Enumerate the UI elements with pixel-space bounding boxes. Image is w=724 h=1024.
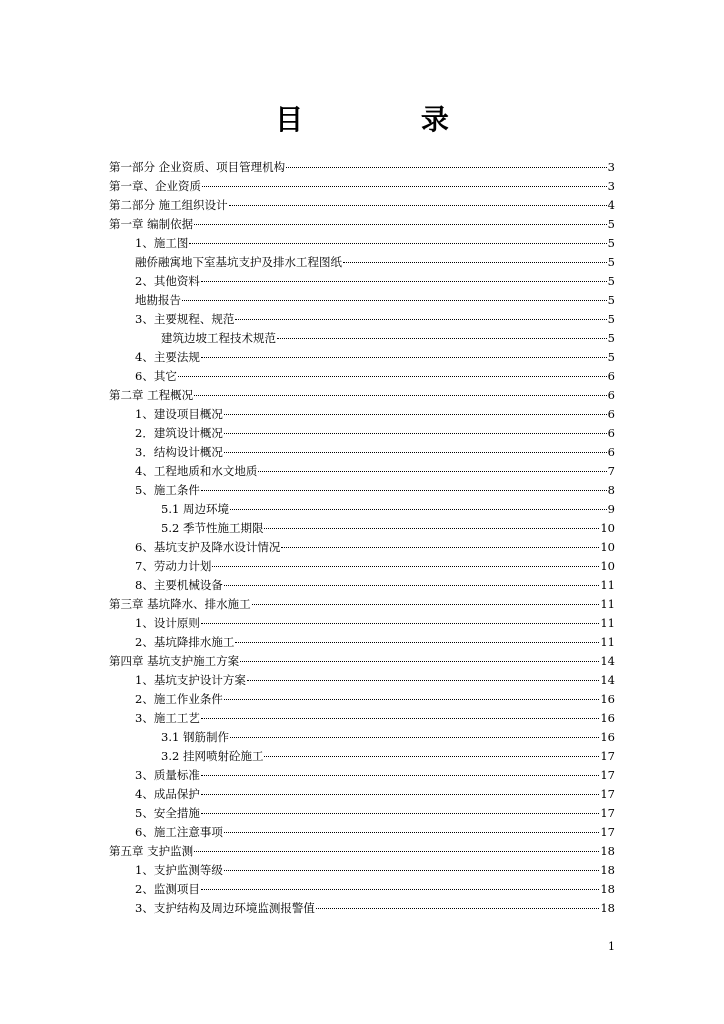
toc-entry-page: 8 <box>607 483 615 497</box>
toc-entry-page: 5 <box>607 255 615 269</box>
toc-entry-label: 第一章、企业资质 <box>109 179 201 193</box>
toc-entry[interactable] <box>109 595 615 614</box>
dot-leader <box>224 832 600 833</box>
toc-entry-label: 5.2 季节性施工期限 <box>161 521 264 535</box>
toc-entry[interactable] <box>109 766 615 785</box>
toc-entry-page: 14 <box>600 673 615 687</box>
dot-leader <box>264 756 599 757</box>
table-of-contents <box>109 158 615 918</box>
toc-entry-label: 2．建筑设计概况 <box>135 426 223 440</box>
toc-entry-page: 6 <box>607 369 615 383</box>
dot-leader <box>201 490 607 491</box>
toc-entry-label: 3、支护结构及周边环境监测报警值 <box>135 901 315 915</box>
toc-entry-page: 16 <box>600 711 615 725</box>
toc-entry-page: 9 <box>607 502 615 516</box>
toc-entry-label: 2、监测项目 <box>135 882 200 896</box>
toc-entry-label: 3、施工工艺 <box>135 711 200 725</box>
toc-entry-page: 10 <box>600 521 615 535</box>
toc-entry-label: 第三章 基坑降水、排水施工 <box>109 597 251 611</box>
toc-entry-label: 1、基坑支护设计方案 <box>135 673 246 687</box>
toc-entry[interactable] <box>109 405 615 424</box>
toc-entry-label: 3．结构设计概况 <box>135 445 223 459</box>
toc-entry[interactable] <box>109 329 615 348</box>
dot-leader <box>201 357 607 358</box>
toc-entry[interactable] <box>109 519 615 538</box>
dot-leader <box>235 319 606 320</box>
toc-entry-page: 17 <box>600 749 615 763</box>
toc-entry[interactable] <box>109 462 615 481</box>
dot-leader <box>201 813 600 814</box>
toc-entry[interactable] <box>109 481 615 500</box>
toc-entry-label: 4、成品保护 <box>135 787 200 801</box>
toc-entry-label: 6、施工注意事项 <box>135 825 223 839</box>
dot-leader <box>240 661 599 662</box>
dot-leader <box>235 642 599 643</box>
dot-leader <box>277 338 607 339</box>
toc-entry-label: 3、质量标准 <box>135 768 200 782</box>
dot-leader <box>224 585 600 586</box>
toc-entry-page: 11 <box>600 597 615 611</box>
toc-entry-label: 6、基坑支护及降水设计情况 <box>135 540 281 554</box>
toc-entry-label: 1、设计原则 <box>135 616 200 630</box>
dot-leader <box>281 547 599 548</box>
toc-entry[interactable] <box>109 538 615 557</box>
toc-entry-label: 第一章 编制依据 <box>109 217 194 231</box>
toc-entry[interactable] <box>109 861 615 880</box>
dot-leader <box>258 471 606 472</box>
dot-leader <box>224 699 600 700</box>
toc-entry-label: 2、基坑降排水施工 <box>135 635 235 649</box>
toc-entry-label: 第二章 工程概况 <box>109 388 194 402</box>
toc-entry[interactable] <box>109 386 615 405</box>
toc-entry-label: 1、建设项目概况 <box>135 407 223 421</box>
toc-entry-page: 11 <box>600 578 615 592</box>
dot-leader <box>230 509 607 510</box>
toc-entry-label: 2、施工作业条件 <box>135 692 223 706</box>
dot-leader <box>194 851 599 852</box>
toc-entry[interactable] <box>109 671 615 690</box>
page-number: 1 <box>608 940 615 953</box>
toc-entry-label: 建筑边坡工程技术规范 <box>161 331 276 345</box>
toc-entry[interactable] <box>109 652 615 671</box>
toc-entry[interactable] <box>109 196 615 215</box>
toc-entry-page: 17 <box>600 768 615 782</box>
dot-leader <box>201 718 600 719</box>
dot-leader <box>229 205 607 206</box>
dot-leader <box>252 604 600 605</box>
toc-entry-label: 地勘报告 <box>135 293 181 307</box>
toc-entry-label: 6、其它 <box>135 369 177 383</box>
toc-entry-label: 1、施工图 <box>135 236 189 250</box>
toc-entry[interactable] <box>109 633 615 652</box>
toc-entry-label: 5、施工条件 <box>135 483 200 497</box>
toc-entry[interactable] <box>109 424 615 443</box>
toc-entry-page: 4 <box>607 198 615 212</box>
toc-entry-label: 7、劳动力计划 <box>135 559 212 573</box>
dot-leader <box>201 794 600 795</box>
toc-entry-label: 3、主要规程、规范 <box>135 312 235 326</box>
toc-entry[interactable] <box>109 272 615 291</box>
toc-entry-page: 6 <box>607 426 615 440</box>
dot-leader <box>212 566 599 567</box>
dot-leader <box>247 680 600 681</box>
dot-leader <box>230 737 599 738</box>
toc-entry[interactable] <box>109 842 615 861</box>
dot-leader <box>178 376 607 377</box>
toc-entry-page: 18 <box>600 882 615 896</box>
toc-entry-page: 11 <box>600 635 615 649</box>
toc-entry-page: 10 <box>600 540 615 554</box>
toc-entry[interactable] <box>109 215 615 234</box>
toc-entry-label: 4、工程地质和水文地质 <box>135 464 258 478</box>
toc-entry[interactable] <box>109 690 615 709</box>
dot-leader <box>264 528 599 529</box>
toc-entry-label: 第五章 支护监测 <box>109 844 194 858</box>
dot-leader <box>201 281 607 282</box>
toc-entry[interactable] <box>109 804 615 823</box>
toc-entry-page: 5 <box>607 350 615 364</box>
toc-entry-page: 5 <box>607 274 615 288</box>
toc-entry[interactable] <box>109 785 615 804</box>
dot-leader <box>224 414 607 415</box>
dot-leader <box>202 186 607 187</box>
toc-entry-page: 17 <box>600 787 615 801</box>
dot-leader <box>194 224 607 225</box>
toc-entry-label: 4、主要法规 <box>135 350 200 364</box>
toc-entry[interactable] <box>109 177 615 196</box>
toc-entry-label: 第一部分 企业资质、项目管理机构 <box>109 160 286 174</box>
toc-entry[interactable] <box>109 348 615 367</box>
toc-entry-label: 5.1 周边环境 <box>161 502 229 516</box>
toc-entry-label: 融侨融寓地下室基坑支护及排水工程图纸 <box>135 255 342 269</box>
toc-entry-page: 5 <box>607 236 615 250</box>
toc-entry-page: 10 <box>600 559 615 573</box>
toc-entry[interactable] <box>109 899 615 918</box>
dot-leader <box>224 452 607 453</box>
toc-entry-page: 3 <box>607 179 615 193</box>
toc-entry-page: 5 <box>607 331 615 345</box>
toc-entry[interactable] <box>109 253 615 272</box>
toc-entry-page: 17 <box>600 825 615 839</box>
toc-entry-page: 11 <box>600 616 615 630</box>
dot-leader <box>316 908 600 909</box>
toc-entry-page: 17 <box>600 806 615 820</box>
toc-entry[interactable] <box>109 823 615 842</box>
toc-entry-page: 5 <box>607 217 615 231</box>
toc-entry-label: 第二部分 施工组织设计 <box>109 198 228 212</box>
toc-entry[interactable] <box>109 234 615 253</box>
dot-leader <box>201 623 600 624</box>
toc-entry[interactable] <box>109 158 615 177</box>
dot-leader <box>343 262 607 263</box>
toc-entry-page: 18 <box>600 844 615 858</box>
dot-leader <box>189 243 606 244</box>
toc-entry-label: 8、主要机械设备 <box>135 578 223 592</box>
toc-entry-page: 5 <box>607 312 615 326</box>
dot-leader <box>286 167 607 168</box>
toc-entry-page: 6 <box>607 388 615 402</box>
toc-entry-label: 第四章 基坑支护施工方案 <box>109 654 240 668</box>
toc-entry-page: 14 <box>600 654 615 668</box>
toc-entry-label: 5、安全措施 <box>135 806 200 820</box>
toc-entry[interactable] <box>109 310 615 329</box>
toc-entry[interactable] <box>109 728 615 747</box>
toc-entry-page: 3 <box>607 160 615 174</box>
page-title: 目 录 <box>275 103 503 136</box>
toc-entry[interactable] <box>109 291 615 310</box>
toc-entry[interactable] <box>109 880 615 899</box>
dot-leader <box>201 889 600 890</box>
toc-entry-page: 6 <box>607 445 615 459</box>
toc-entry[interactable] <box>109 557 615 576</box>
toc-entry-page: 16 <box>600 730 615 744</box>
toc-entry[interactable] <box>109 709 615 728</box>
toc-entry[interactable] <box>109 367 615 386</box>
toc-entry-label: 3.2 挂网喷射砼施工 <box>161 749 264 763</box>
toc-entry-page: 18 <box>600 901 615 915</box>
toc-entry[interactable] <box>109 500 615 519</box>
dot-leader <box>224 870 600 871</box>
toc-entry-page: 18 <box>600 863 615 877</box>
toc-entry-page: 5 <box>607 293 615 307</box>
toc-entry-page: 7 <box>607 464 615 478</box>
toc-entry-page: 6 <box>607 407 615 421</box>
dot-leader <box>201 775 600 776</box>
dot-leader <box>194 395 607 396</box>
dot-leader <box>224 433 607 434</box>
toc-entry[interactable] <box>109 576 615 595</box>
dot-leader <box>182 300 607 301</box>
toc-entry-label: 3.1 钢筋制作 <box>161 730 229 744</box>
toc-entry-page: 16 <box>600 692 615 706</box>
toc-entry[interactable] <box>109 614 615 633</box>
toc-entry[interactable] <box>109 747 615 766</box>
toc-entry-label: 1、支护监测等级 <box>135 863 223 877</box>
toc-entry[interactable] <box>109 443 615 462</box>
toc-entry-label: 2、其他资料 <box>135 274 200 288</box>
